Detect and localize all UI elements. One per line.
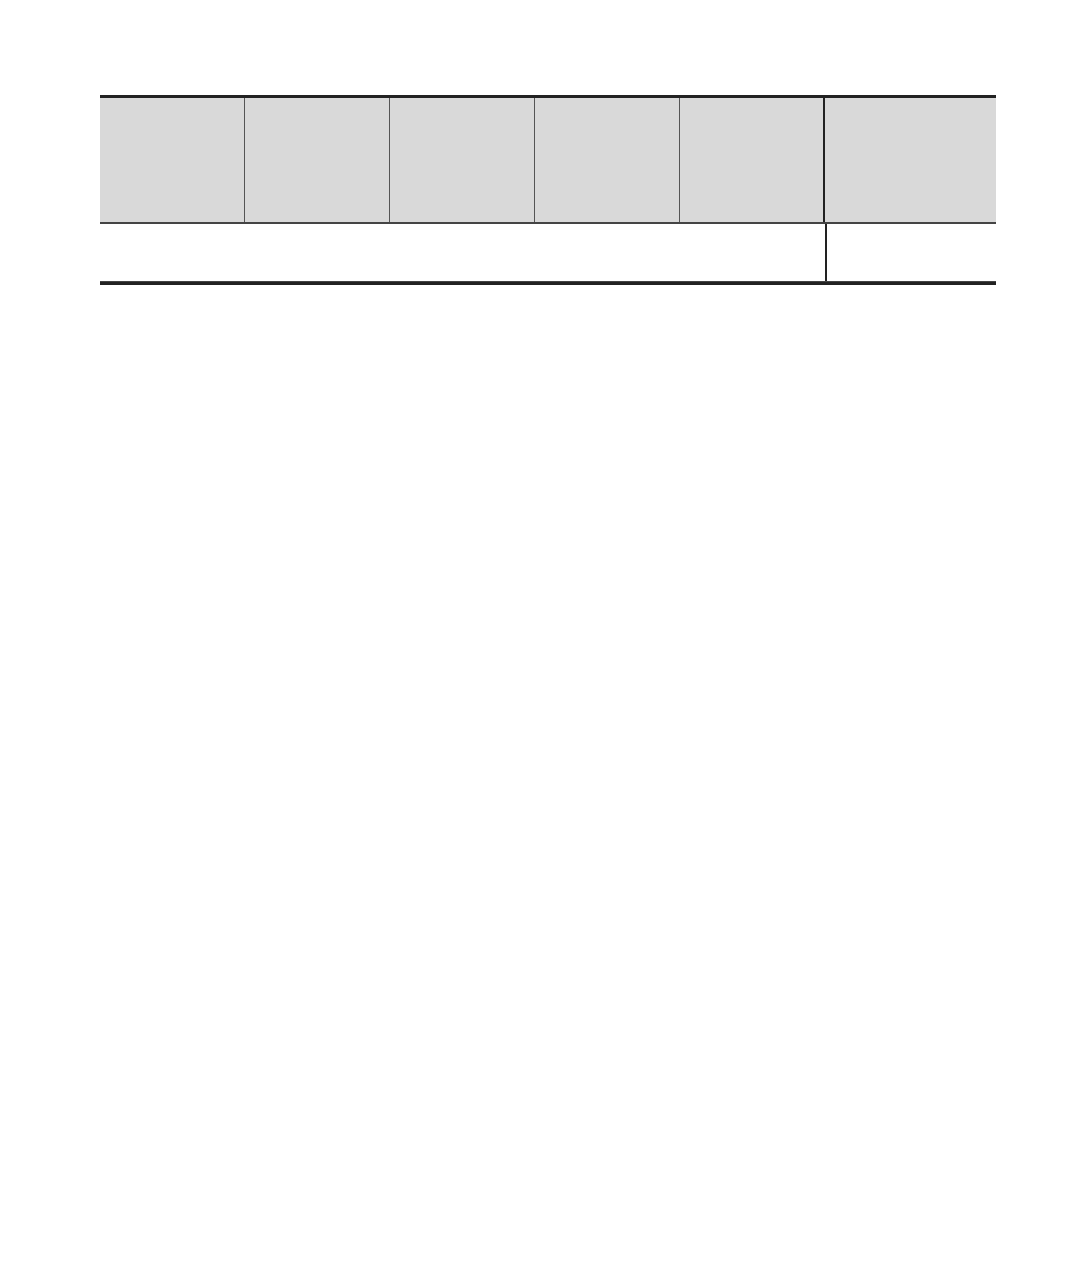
table-row	[100, 253, 996, 283]
header-col-4	[535, 98, 680, 222]
header-col-2	[245, 98, 390, 222]
header-col-1	[100, 98, 245, 222]
table-row	[100, 223, 996, 253]
header-category	[825, 98, 996, 222]
average-cell	[680, 224, 827, 253]
header-col-average	[680, 98, 825, 222]
average-cell	[680, 253, 827, 282]
table-body	[100, 223, 996, 282]
table-header	[100, 98, 996, 223]
header-col-3	[390, 98, 535, 222]
integrity-table	[100, 95, 996, 285]
